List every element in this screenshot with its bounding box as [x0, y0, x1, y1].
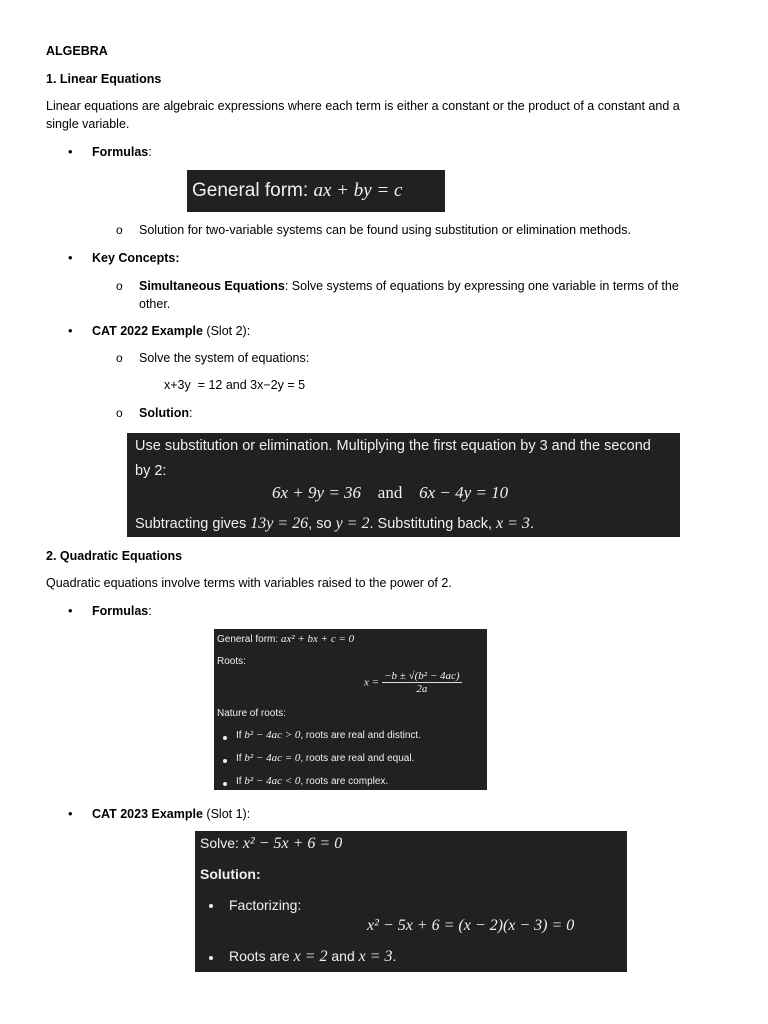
nature-item-complex: If b² − 4ac < 0, roots are complex.: [236, 775, 389, 787]
quadratic-intro: Quadratic equations involve terms with variables raised to the power of 2.: [46, 576, 452, 590]
solution-note: Solution for two-variable systems can be found using substitution or elimination methods.: [139, 223, 631, 237]
quadratic-formula-denominator: 2a: [416, 683, 428, 695]
linear-intro-line1: Linear equations are algebraic expressions where each term is either a constant or the product of a constant and a: [46, 99, 680, 113]
bullet: •: [68, 603, 73, 618]
list-bullet: [223, 759, 227, 763]
solution-box-line1: Use substitution or elimination. Multiplying the first equation by 3 and the second: [135, 438, 651, 454]
solution-box-line2: by 2:: [135, 463, 167, 479]
document-heading: ALGEBRA: [46, 44, 108, 58]
quadratic-general-form: General form: ax² + bx + c = 0: [217, 633, 355, 645]
sub-bullet: o: [116, 223, 123, 237]
solve-system-text: Solve the system of equations:: [139, 351, 310, 365]
simultaneous-equations-text-cont: other.: [139, 297, 171, 311]
section-title-linear: 1. Linear Equations: [46, 72, 162, 86]
key-concepts-label: Key Concepts:: [92, 251, 180, 265]
solution-box-line3: Subtracting gives 13y = 26, so y = 2. Substituting back, x = 3.: [135, 515, 534, 532]
solve-quadratic: Solve: x² − 5x + 6 = 0: [200, 835, 343, 852]
solution-box: [127, 433, 680, 537]
quadratic-formula: x = $\frac{\text{−b ± √(b² − 4ac)}}{2a}$: [364, 670, 460, 695]
roots-label: Roots:: [217, 656, 246, 667]
factorized-equation: x² − 5x + 6 = (x − 2)(x − 3) = 0: [367, 917, 575, 934]
list-bullet: [223, 782, 227, 786]
formulas-label: Formulas:: [92, 145, 152, 159]
cat-2023-example-label: CAT 2023 Example (Slot 1):: [92, 807, 251, 821]
simultaneous-equations-text: Simultaneous Equations: Solve systems of equations by expressing one variable in terms of the: [139, 279, 679, 293]
roots-result: Roots are x = 2 and x = 3.: [229, 948, 397, 965]
nature-of-roots-label: Nature of roots:: [217, 708, 286, 719]
example-solution-box: [195, 831, 627, 972]
list-bullet: [209, 904, 213, 908]
solution-heading: Solution:: [200, 866, 261, 882]
bullet: •: [68, 323, 73, 338]
section-title-quadratic: 2. Quadratic Equations: [46, 549, 183, 563]
cat-2022-example-label: CAT 2022 Example (Slot 2):: [92, 324, 251, 338]
quadratic-formula-numerator: −b ± √(b² − 4ac): [384, 670, 460, 682]
bullet: •: [68, 806, 73, 821]
general-form-box: General form: ax + by = c: [187, 170, 445, 212]
solution-label: Solution:: [139, 406, 193, 420]
linear-intro-line2: single variable.: [46, 117, 130, 131]
sub-bullet: o: [116, 406, 123, 420]
sub-bullet: o: [116, 279, 123, 293]
bullet: •: [68, 250, 73, 265]
quadratic-formulas-label: Formulas:: [92, 604, 152, 618]
bullet: •: [68, 144, 73, 159]
list-bullet: [209, 956, 213, 960]
system-equations: x+3y = 12 and 3x−2y = 5: [164, 378, 306, 392]
nature-item-equal: If b² − 4ac = 0, roots are real and equal.: [236, 752, 415, 764]
solution-box-equations: 6x + 9y = 36 and 6x − 4y = 10: [272, 483, 509, 502]
nature-item-distinct: If b² − 4ac > 0, roots are real and distinct.: [236, 729, 421, 741]
factorizing-label: Factorizing:: [229, 897, 302, 913]
quadratic-formulas-box: [214, 629, 487, 790]
sub-bullet: o: [116, 351, 123, 365]
list-bullet: [223, 736, 227, 740]
